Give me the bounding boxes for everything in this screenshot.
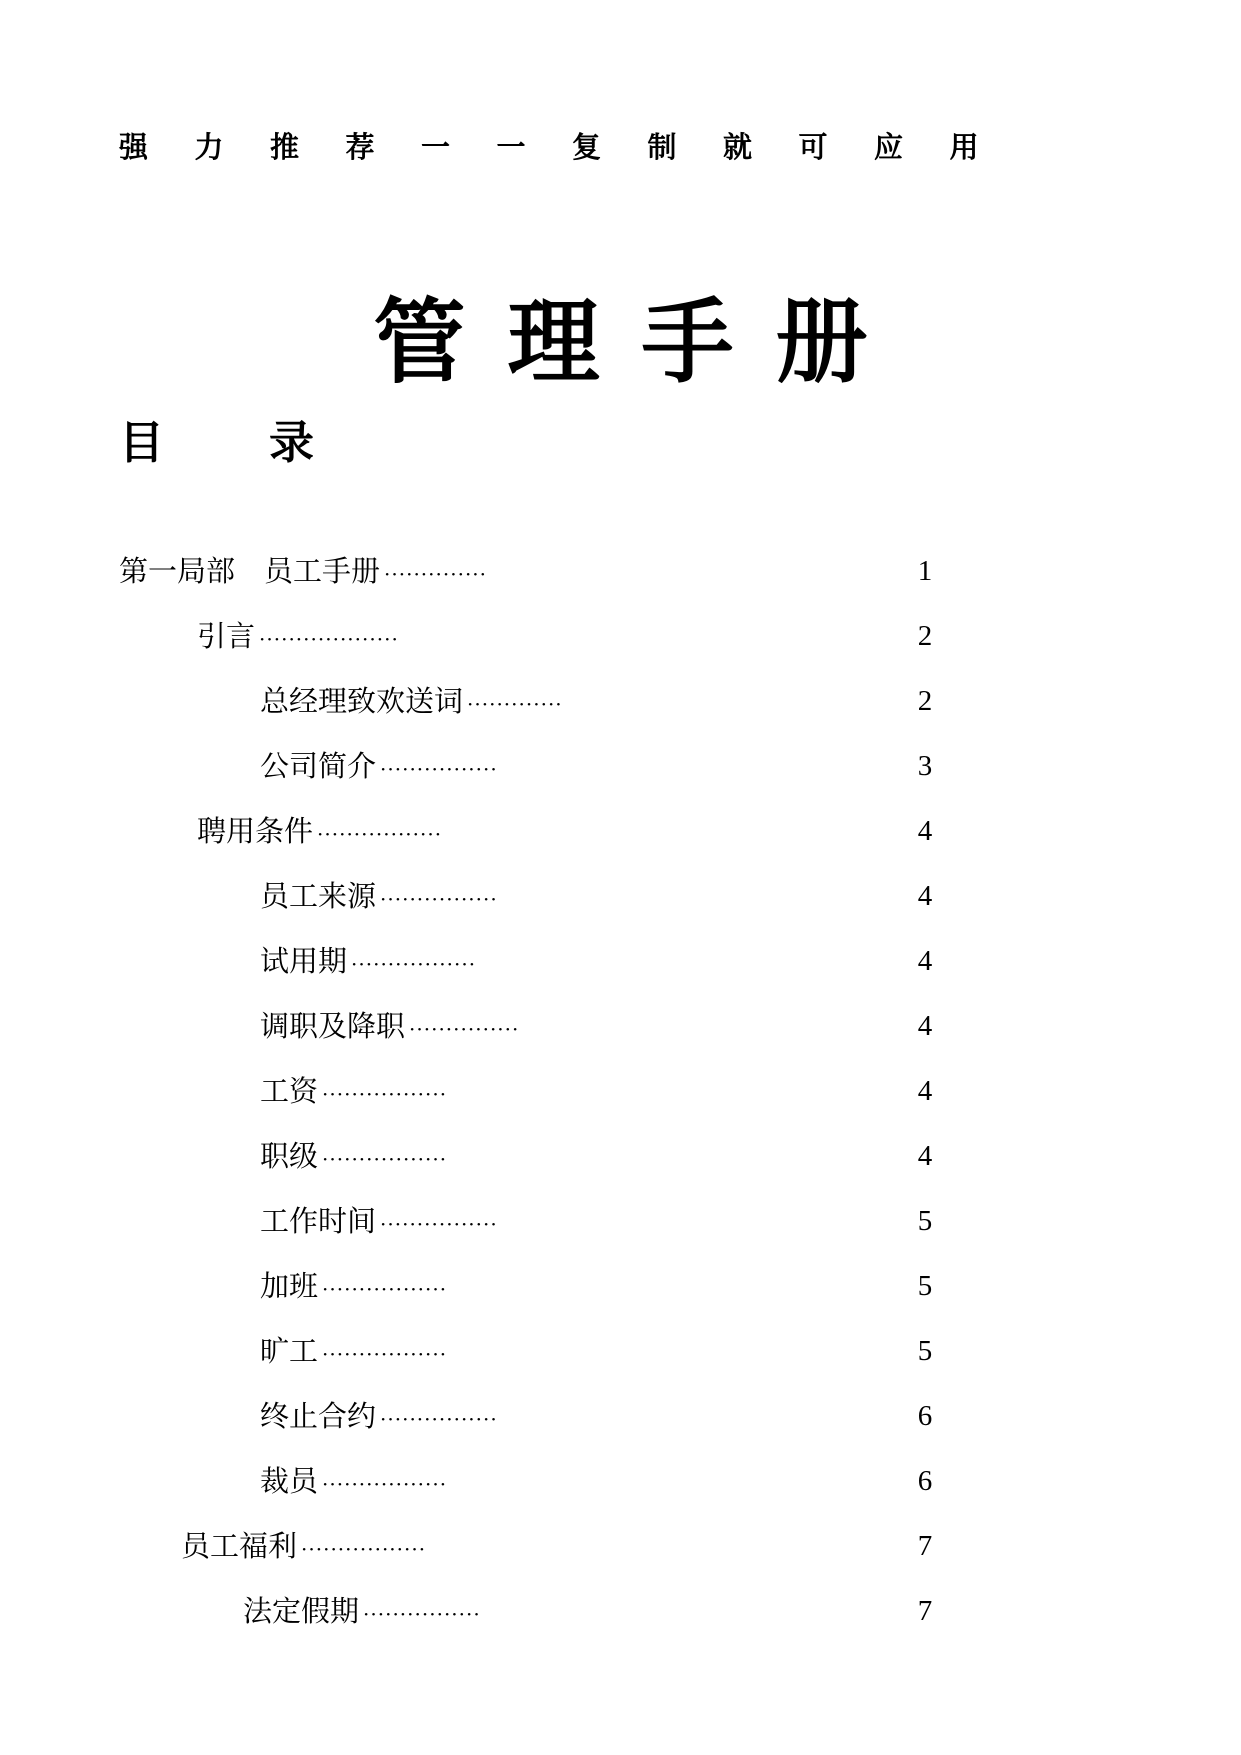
toc-entry-label: 法定假期 xyxy=(243,1594,360,1628)
toc-dot-leader: ················· xyxy=(322,1342,448,1366)
toc-entry-label: 员工来源 xyxy=(260,879,377,913)
toc-entry-page: 4 xyxy=(917,945,933,977)
toc-dot-leader: ·············· xyxy=(384,562,488,586)
banner-char: 一 xyxy=(496,130,526,164)
banner-char: 力 xyxy=(194,130,224,164)
banner-char: 推 xyxy=(270,130,300,164)
toc-dot-leader: ················· xyxy=(322,1472,448,1496)
banner-char: 复 xyxy=(572,130,602,164)
banner-char: 用 xyxy=(949,130,979,164)
banner-char: 可 xyxy=(798,130,828,164)
banner-char: 制 xyxy=(647,130,677,164)
toc-entry xyxy=(260,1134,1120,1178)
toc-entry xyxy=(260,1069,1120,1113)
toc-entry xyxy=(197,614,1057,658)
toc-entry-label: 旷工 xyxy=(260,1334,319,1368)
toc-entry xyxy=(260,1459,1120,1503)
toc-dot-leader: ················ xyxy=(380,1407,498,1431)
toc-entry-label: 试用期 xyxy=(260,944,348,978)
toc-entry-label: 公司简介 xyxy=(260,749,377,783)
toc-entry xyxy=(181,1524,1041,1568)
toc-entry xyxy=(119,549,979,593)
toc-entry xyxy=(260,1394,1120,1438)
document-title: 管理手册 xyxy=(373,288,910,396)
toc-heading: 目录 xyxy=(119,416,420,469)
toc-dot-leader: ············· xyxy=(467,692,563,716)
toc-entry xyxy=(260,1199,1120,1243)
toc-entry-label: 员工福利 xyxy=(181,1529,298,1563)
toc-dot-leader: ················· xyxy=(322,1147,448,1171)
banner-char: 一 xyxy=(421,130,451,164)
toc-entry-label: 工作时间 xyxy=(260,1204,377,1238)
toc-entry-page: 2 xyxy=(917,685,933,717)
toc-dot-leader: ················· xyxy=(317,822,443,846)
toc-entry xyxy=(260,874,1120,918)
toc-entry xyxy=(260,679,1120,723)
toc-entry-page: 2 xyxy=(917,620,933,652)
banner-char: 荐 xyxy=(345,130,375,164)
toc-dot-leader: ················ xyxy=(380,1212,498,1236)
toc-entry-page: 5 xyxy=(917,1335,933,1367)
toc-dot-leader: ················ xyxy=(380,757,498,781)
banner-char: 就 xyxy=(723,130,753,164)
toc-entry-page: 4 xyxy=(917,1140,933,1172)
toc-entry-label: 工资 xyxy=(260,1074,319,1108)
toc-entry xyxy=(197,809,1057,853)
banner-char: 强 xyxy=(119,130,149,164)
toc-entry-page: 4 xyxy=(917,880,933,912)
toc-entry xyxy=(260,1264,1120,1308)
toc-entry xyxy=(243,1589,1103,1633)
toc-entry-label: 加班 xyxy=(260,1269,319,1303)
toc-dot-leader: ················· xyxy=(322,1082,448,1106)
toc-entry-page: 4 xyxy=(917,1010,933,1042)
toc-dot-leader: ················ xyxy=(363,1602,481,1626)
toc-entry-page: 5 xyxy=(917,1205,933,1237)
toc-dot-leader: ················· xyxy=(301,1537,427,1561)
toc-entry-page: 6 xyxy=(917,1465,933,1497)
toc-entry-page: 1 xyxy=(917,555,933,587)
toc-dot-leader: ················· xyxy=(351,952,477,976)
toc-entry-label: 引言 xyxy=(197,619,256,653)
toc-entry-label: 第一局部 员工手册 xyxy=(119,554,381,588)
toc-entry xyxy=(260,1004,1120,1048)
toc-entry-label: 聘用条件 xyxy=(197,814,314,848)
toc-entry-page: 7 xyxy=(917,1595,933,1627)
toc-entry xyxy=(260,744,1120,788)
toc-entry-label: 终止合约 xyxy=(260,1399,377,1433)
toc-entry-label: 总经理致欢送词 xyxy=(260,684,464,718)
toc-entry-page: 4 xyxy=(917,1075,933,1107)
toc-dot-leader: ················· xyxy=(322,1277,448,1301)
toc-entry-label: 裁员 xyxy=(260,1464,319,1498)
banner-slogan xyxy=(119,130,1025,164)
toc-entry-page: 3 xyxy=(917,750,933,782)
toc-entry-page: 5 xyxy=(917,1270,933,1302)
toc-dot-leader: ··················· xyxy=(259,627,399,651)
toc-entry-label: 调职及降职 xyxy=(260,1009,406,1043)
toc-entry xyxy=(260,1329,1120,1373)
toc-entry-page: 6 xyxy=(917,1400,933,1432)
toc-entry-page: 7 xyxy=(917,1530,933,1562)
toc-entry-label: 职级 xyxy=(260,1139,319,1173)
toc-entry-page: 4 xyxy=(917,815,933,847)
toc-entry xyxy=(260,939,1120,983)
toc-dot-leader: ··············· xyxy=(409,1017,520,1041)
toc-dot-leader: ················ xyxy=(380,887,498,911)
banner-char: 应 xyxy=(874,130,904,164)
